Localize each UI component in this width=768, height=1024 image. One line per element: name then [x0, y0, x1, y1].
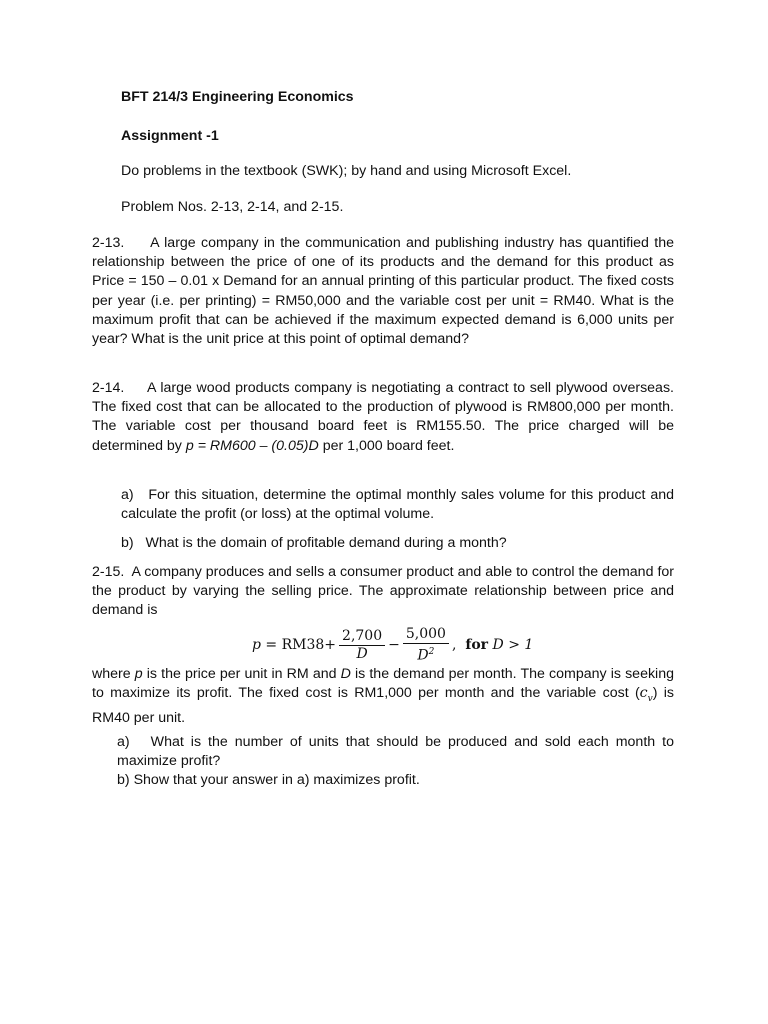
problem-2-14-number: 2-14. — [92, 380, 125, 396]
fraction-2-exponent: 2 — [428, 646, 435, 657]
price-demand-formula: p = RM38+ $\frac{2,700}{D}$ − $\frac{5,000}{D^2}$ , for D > 1 — [252, 625, 534, 664]
fraction-2-denominator — [417, 644, 434, 665]
problem-2-13 — [92, 234, 674, 349]
problem-2-13-number: 2-13. — [92, 235, 125, 251]
problem-2-15-where — [92, 665, 674, 728]
formula-lhs: p — [252, 637, 261, 653]
problem-2-14-text-end: per 1,000 board feet. — [318, 437, 455, 454]
cv-base: c — [639, 685, 648, 702]
part-b-label: b) — [117, 772, 130, 788]
part-b-text: What is the domain of profitable demand during a month? — [145, 535, 507, 551]
formula-equals: = — [265, 637, 278, 653]
part-b-text: Show that your answer in a) maximizes profit. — [133, 772, 420, 788]
part-a-text: For this situation, determine the optimal monthly sales volume for this product and calculate the profit (or loss) at the optimal volume. — [121, 487, 675, 523]
formula-minus: − — [388, 637, 400, 653]
variable-cost-symbol — [639, 685, 653, 705]
problem-2-15-text: A company produces and sells a consumer product and able to control the demand for the product by varying the selling price. The approximate relationship between price and demand is — [92, 564, 675, 619]
problem-2-14-text: A large wood products company is negotiating a contract to sell plywood overseas. The fixed cost that can be allocated to the production of plywood is RM800,000 per month. The variable cost per thousand board feet is RM155.50. The price charged will be determined by — [92, 380, 674, 454]
fraction-1 — [339, 628, 385, 663]
where-text-3: is the demand per month. The company is seeking to maximize its profit. The fixed cost is RM1,000 per month and the variable cost ( — [92, 666, 674, 702]
fraction-2-numerator: 5,000 — [403, 626, 449, 644]
where-var-p: p — [134, 666, 143, 682]
problem-2-15-part-a — [117, 733, 674, 771]
problem-2-14 — [92, 379, 674, 456]
part-a-text: What is the number of units that should be produced and sold each month to maximize profit? — [117, 734, 674, 770]
where-text-1: where — [92, 666, 135, 682]
part-a-label: a) — [121, 487, 134, 503]
assignment-title: Assignment -1 — [121, 128, 219, 144]
part-a-label: a) — [117, 734, 130, 750]
problem-2-14-part-a — [121, 486, 674, 524]
where-var-d: D — [340, 666, 351, 682]
fraction-1-denominator: D — [356, 645, 368, 662]
part-b-label: b) — [121, 535, 134, 551]
fraction-1-numerator: 2,700 — [339, 628, 385, 646]
problem-2-15-number: 2-15. — [92, 564, 125, 580]
cv-subscript: v — [647, 694, 653, 705]
formula-constant: RM38+ — [281, 637, 337, 653]
formula-condition-word: for — [465, 637, 489, 653]
fraction-2 — [403, 626, 449, 665]
where-text-4: ) is RM40 per unit. — [92, 685, 674, 727]
formula-condition: D > 1 — [492, 637, 534, 653]
where-text-2: is the price per unit in RM and — [142, 666, 341, 682]
instructions-text: Do problems in the textbook (SWK); by hand and using Microsoft Excel. — [121, 163, 572, 179]
problem-2-15 — [92, 563, 674, 621]
course-title: BFT 214/3 Engineering Economics — [121, 89, 354, 105]
problem-2-13-text: A large company in the communication and publishing industry has quantified the relationship between the price of one of its products and the demand for this product as Price = 150 – 0.01 x Demand for an annual printing of this particular product. The fixed costs per year (i.e. per printing) = RM50,000 and the variable cost per unit = RM40. What is the maximum profit that can be achieved if the maximum expected demand is 6,000 units per year? What is the unit price at this point of optimal demand? — [92, 235, 674, 348]
problem-2-14-price-formula: p = RM600 – (0.05)D — [185, 437, 319, 454]
fraction-2-den-base: D — [417, 647, 429, 664]
problem-2-15-part-b — [117, 771, 674, 790]
problem-list-text: Problem Nos. 2-13, 2-14, and 2-15. — [121, 199, 344, 215]
problem-2-14-part-b — [121, 534, 674, 553]
